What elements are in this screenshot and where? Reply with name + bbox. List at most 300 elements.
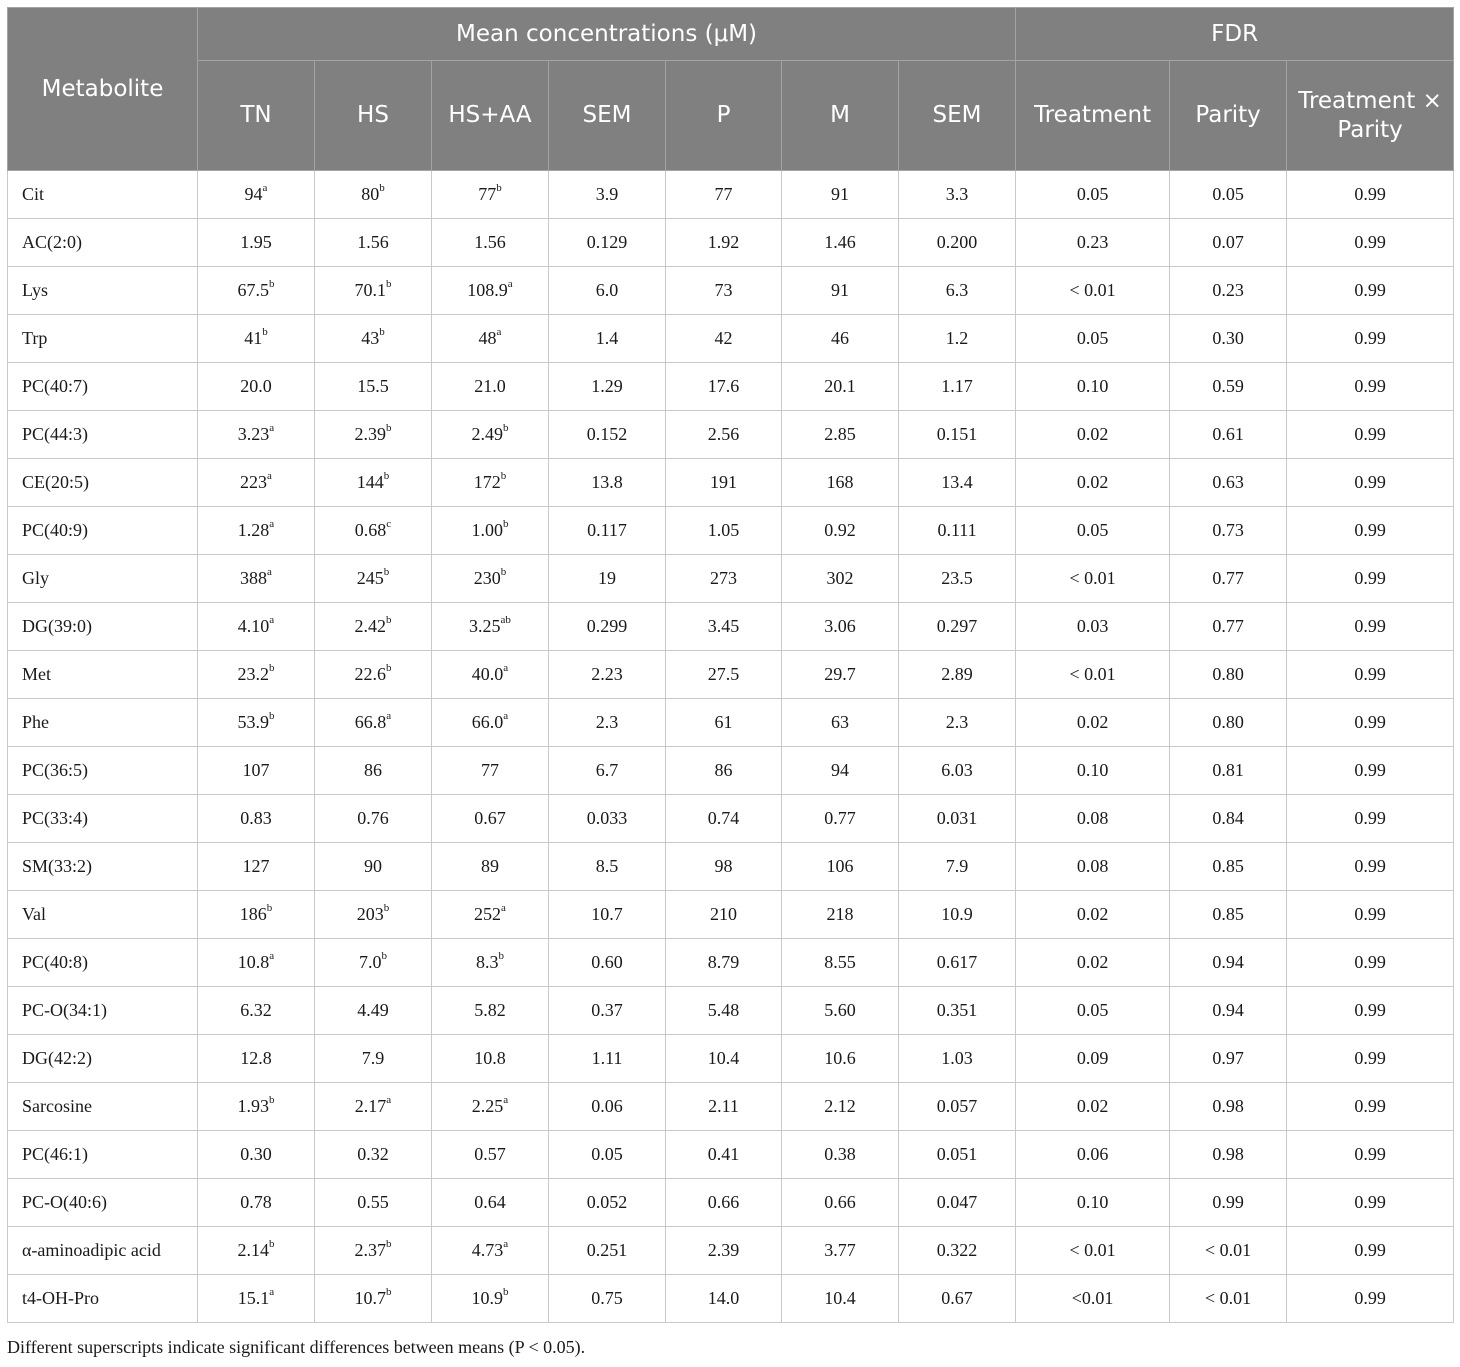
- cell-value: 127: [242, 856, 270, 876]
- cell-value: 13.4: [941, 472, 973, 492]
- value-cell: [315, 219, 432, 267]
- significance-superscript: a: [503, 1094, 509, 1106]
- cell-value: 273: [710, 568, 737, 588]
- cell-value: 0.117: [587, 520, 627, 540]
- significance-superscript: a: [262, 182, 268, 194]
- cell-value: 0.77: [824, 808, 856, 828]
- value-cell: [1170, 459, 1287, 507]
- significance-superscript: b: [386, 614, 392, 626]
- value-cell: [1016, 843, 1170, 891]
- value-cell: [315, 555, 432, 603]
- value-cell: [1287, 1131, 1454, 1179]
- value-cell: [1016, 939, 1170, 987]
- value-cell: [1287, 795, 1454, 843]
- cell-value: 0.99: [1354, 904, 1386, 924]
- value-cell: [1016, 699, 1170, 747]
- value-cell: [432, 795, 549, 843]
- value-cell: [1287, 891, 1454, 939]
- cell-value: 40.0: [471, 664, 504, 684]
- cell-value: 0.05: [1076, 1000, 1109, 1020]
- cell-value: 0.32: [357, 1144, 389, 1164]
- value-cell: [432, 459, 549, 507]
- cell-value: 10.6: [824, 1048, 856, 1068]
- value-cell: [432, 315, 549, 363]
- value-cell: [198, 795, 315, 843]
- value-cell: [549, 1131, 666, 1179]
- cell-value: < 0.01: [1069, 1240, 1116, 1260]
- value-cell: [432, 747, 549, 795]
- cell-value: 0.84: [1212, 808, 1244, 828]
- cell-value: 0.99: [1354, 856, 1386, 876]
- cell-value: 210: [710, 904, 737, 924]
- value-cell: [315, 1179, 432, 1227]
- value-cell: [1016, 267, 1170, 315]
- cell-value: 0.57: [474, 1144, 506, 1164]
- cell-value: 168: [826, 472, 854, 492]
- cell-value: 245: [356, 568, 384, 588]
- value-cell: [1170, 1035, 1287, 1083]
- cell-value: 0.68: [354, 520, 387, 540]
- value-cell: [666, 891, 782, 939]
- cell-value: 0.10: [1076, 1192, 1109, 1212]
- value-cell: [899, 315, 1016, 363]
- value-cell: [549, 555, 666, 603]
- value-cell: [549, 747, 666, 795]
- cell-value: 10.4: [707, 1048, 740, 1068]
- value-cell: [198, 1131, 315, 1179]
- value-cell: [899, 1179, 1016, 1227]
- value-cell: [899, 1035, 1016, 1083]
- cell-value: 0.02: [1076, 472, 1109, 492]
- value-cell: [782, 267, 899, 315]
- value-cell: [899, 603, 1016, 651]
- metabolite-name-cell: AC(2:0): [8, 219, 198, 267]
- value-cell: [432, 843, 549, 891]
- cell-value: 17.6: [707, 376, 740, 396]
- cell-value: 2.42: [354, 616, 386, 636]
- cell-value: 0.99: [1354, 328, 1386, 348]
- table-row: [8, 1035, 1454, 1083]
- cell-value: 0.81: [1212, 760, 1244, 780]
- cell-value: 0.76: [357, 808, 389, 828]
- cell-value: 0.23: [1212, 280, 1244, 300]
- value-cell: [782, 315, 899, 363]
- value-cell: [782, 651, 899, 699]
- value-cell: [782, 1035, 899, 1083]
- cell-value: 0.99: [1354, 376, 1386, 396]
- value-cell: [198, 1275, 315, 1323]
- value-cell: [1016, 555, 1170, 603]
- significance-superscript: b: [503, 518, 509, 530]
- value-cell: [666, 363, 782, 411]
- value-cell: [315, 1275, 432, 1323]
- value-cell: [315, 843, 432, 891]
- cell-value: 218: [826, 904, 854, 924]
- value-cell: [1016, 1227, 1170, 1275]
- cell-value: 0.09: [1076, 1048, 1109, 1068]
- value-cell: [432, 651, 549, 699]
- value-cell: [666, 699, 782, 747]
- significance-superscript: b: [266, 902, 273, 914]
- value-cell: [1016, 987, 1170, 1035]
- significance-superscript: a: [269, 422, 275, 434]
- cell-value: 0.07: [1212, 232, 1244, 252]
- cell-value: 0.052: [586, 1192, 628, 1212]
- metabolite-name-cell: DG(39:0): [8, 603, 198, 651]
- cell-value: 7.9: [945, 856, 969, 876]
- value-cell: [666, 219, 782, 267]
- header-col-fdr-interaction: Treatment × Parity: [1287, 61, 1454, 171]
- cell-value: 8.3: [476, 952, 499, 972]
- value-cell: [1016, 219, 1170, 267]
- value-cell: [666, 795, 782, 843]
- cell-value: 0.80: [1212, 664, 1244, 684]
- significance-superscript: b: [503, 1286, 509, 1298]
- cell-value: 0.031: [936, 808, 978, 828]
- cell-value: 43: [361, 328, 380, 348]
- value-cell: [432, 219, 549, 267]
- significance-superscript: b: [269, 1094, 275, 1106]
- cell-value: 66.0: [471, 712, 504, 732]
- cell-value: 5.48: [707, 1000, 740, 1020]
- value-cell: [1016, 171, 1170, 219]
- value-cell: [782, 555, 899, 603]
- value-cell: [432, 555, 549, 603]
- significance-superscript: b: [383, 470, 390, 482]
- table-row: [8, 363, 1454, 411]
- value-cell: [899, 363, 1016, 411]
- value-cell: [432, 1227, 549, 1275]
- table-row: [8, 555, 1454, 603]
- cell-value: 1.95: [240, 232, 272, 252]
- value-cell: [1287, 411, 1454, 459]
- metabolite-name-cell: PC(40:8): [8, 939, 198, 987]
- cell-value: 8.55: [824, 952, 856, 972]
- value-cell: [899, 1227, 1016, 1275]
- cell-value: 0.99: [1354, 808, 1386, 828]
- cell-value: 107: [242, 760, 270, 780]
- table-row: [8, 315, 1454, 363]
- cell-value: 1.05: [707, 520, 740, 540]
- table-row: [8, 1227, 1454, 1275]
- cell-value: 10.7: [354, 1288, 386, 1308]
- cell-value: 0.64: [474, 1192, 506, 1212]
- cell-value: 0.322: [936, 1240, 978, 1260]
- significance-superscript: a: [269, 1286, 275, 1298]
- cell-value: 86: [364, 760, 382, 780]
- value-cell: [198, 267, 315, 315]
- value-cell: [198, 1035, 315, 1083]
- value-cell: [782, 699, 899, 747]
- cell-value: 0.10: [1076, 376, 1109, 396]
- value-cell: [666, 267, 782, 315]
- value-cell: [198, 315, 315, 363]
- cell-value: 0.63: [1212, 472, 1244, 492]
- table-row: [8, 267, 1454, 315]
- value-cell: [1016, 747, 1170, 795]
- significance-superscript: b: [386, 1286, 392, 1298]
- value-cell: [899, 555, 1016, 603]
- cell-value: 3.77: [824, 1240, 856, 1260]
- value-cell: [549, 1275, 666, 1323]
- cell-value: 0.98: [1212, 1096, 1244, 1116]
- cell-value: 0.05: [1076, 184, 1109, 204]
- value-cell: [1016, 507, 1170, 555]
- value-cell: [782, 1227, 899, 1275]
- value-cell: [549, 411, 666, 459]
- cell-value: < 0.01: [1069, 568, 1116, 588]
- cell-value: 0.37: [591, 1000, 623, 1020]
- cell-value: 0.99: [1354, 1240, 1386, 1260]
- value-cell: [1287, 1083, 1454, 1131]
- cell-value: 0.06: [1076, 1144, 1109, 1164]
- value-cell: [1287, 219, 1454, 267]
- value-cell: [782, 507, 899, 555]
- value-cell: [198, 555, 315, 603]
- significance-superscript: b: [386, 1238, 392, 1250]
- cell-value: < 0.01: [1069, 280, 1116, 300]
- cell-value: 53.9: [237, 712, 269, 732]
- cell-value: 223: [240, 472, 268, 492]
- table-row: [8, 507, 1454, 555]
- value-cell: [1170, 315, 1287, 363]
- cell-value: 0.30: [240, 1144, 272, 1164]
- cell-value: 5.60: [824, 1000, 856, 1020]
- significance-superscript: b: [269, 662, 275, 674]
- value-cell: [549, 315, 666, 363]
- value-cell: [782, 891, 899, 939]
- metabolite-name-cell: Trp: [8, 315, 198, 363]
- value-cell: [198, 219, 315, 267]
- cell-value: 3.25: [469, 616, 501, 636]
- cell-value: 0.057: [936, 1096, 978, 1116]
- cell-value: 0.02: [1076, 1096, 1109, 1116]
- value-cell: [899, 1131, 1016, 1179]
- cell-value: 0.047: [936, 1192, 978, 1212]
- cell-value: 1.29: [591, 376, 623, 396]
- cell-value: 0.200: [936, 232, 978, 252]
- value-cell: [549, 363, 666, 411]
- value-cell: [549, 267, 666, 315]
- value-cell: [198, 507, 315, 555]
- cell-value: 8.5: [595, 856, 619, 876]
- significance-superscript: b: [262, 326, 268, 338]
- metabolite-name-cell: PC(33:4): [8, 795, 198, 843]
- cell-value: 29.7: [824, 664, 856, 684]
- cell-value: 46: [831, 328, 849, 348]
- value-cell: [782, 459, 899, 507]
- cell-value: 15.1: [237, 1288, 270, 1308]
- table-row: [8, 219, 1454, 267]
- cell-value: 2.85: [824, 424, 856, 444]
- header-col-m: M: [782, 61, 899, 171]
- cell-value: 98: [714, 856, 733, 876]
- value-cell: [549, 651, 666, 699]
- cell-value: 89: [481, 856, 499, 876]
- cell-value: 172: [473, 472, 501, 492]
- cell-value: 0.73: [1212, 520, 1244, 540]
- cell-value: 2.89: [941, 664, 973, 684]
- value-cell: [666, 1275, 782, 1323]
- value-cell: [899, 939, 1016, 987]
- cell-value: 0.05: [1076, 328, 1109, 348]
- significance-superscript: a: [386, 1094, 392, 1106]
- cell-value: 67.5: [237, 280, 269, 300]
- value-cell: [1170, 411, 1287, 459]
- cell-value: 63: [831, 712, 849, 732]
- cell-value: 0.99: [1354, 1000, 1386, 1020]
- metabolite-name-cell: Lys: [8, 267, 198, 315]
- cell-value: 10.8: [474, 1048, 506, 1068]
- cell-value: 388: [240, 568, 268, 588]
- cell-value: 0.99: [1354, 568, 1386, 588]
- significance-superscript: a: [386, 710, 392, 722]
- table-row: [8, 459, 1454, 507]
- value-cell: [1170, 1275, 1287, 1323]
- value-cell: [1170, 363, 1287, 411]
- cell-value: 1.56: [474, 232, 506, 252]
- significance-superscript: b: [383, 902, 390, 914]
- value-cell: [899, 747, 1016, 795]
- value-cell: [315, 459, 432, 507]
- cell-value: 4.49: [357, 1000, 389, 1020]
- cell-value: 2.3: [945, 712, 969, 732]
- value-cell: [782, 843, 899, 891]
- value-cell: [1170, 1083, 1287, 1131]
- value-cell: [666, 459, 782, 507]
- cell-value: 6.32: [240, 1000, 272, 1020]
- value-cell: [549, 603, 666, 651]
- cell-value: 1.46: [824, 232, 856, 252]
- significance-superscript: b: [498, 950, 504, 962]
- value-cell: [549, 891, 666, 939]
- value-cell: [1287, 267, 1454, 315]
- table-row: [8, 891, 1454, 939]
- value-cell: [549, 507, 666, 555]
- value-cell: [1170, 891, 1287, 939]
- value-cell: [1287, 843, 1454, 891]
- cell-value: 0.06: [591, 1096, 623, 1116]
- value-cell: [198, 939, 315, 987]
- cell-value: 1.28: [237, 520, 270, 540]
- cell-value: 0.99: [1212, 1192, 1244, 1212]
- value-cell: [1016, 363, 1170, 411]
- cell-value: 0.99: [1354, 1048, 1386, 1068]
- cell-value: 2.39: [354, 424, 386, 444]
- table-row: [8, 1083, 1454, 1131]
- cell-value: 2.25: [471, 1096, 504, 1116]
- table-row: [8, 1275, 1454, 1323]
- cell-value: 0.351: [936, 1000, 978, 1020]
- value-cell: [432, 363, 549, 411]
- value-cell: [666, 603, 782, 651]
- metabolite-name-cell: SM(33:2): [8, 843, 198, 891]
- value-cell: [899, 699, 1016, 747]
- value-cell: [1287, 699, 1454, 747]
- table-row: [8, 1131, 1454, 1179]
- value-cell: [1287, 363, 1454, 411]
- value-cell: [782, 1275, 899, 1323]
- value-cell: [315, 603, 432, 651]
- value-cell: [666, 555, 782, 603]
- cell-value: 4.10: [237, 616, 270, 636]
- value-cell: [666, 1131, 782, 1179]
- value-cell: [315, 1227, 432, 1275]
- value-cell: [1170, 219, 1287, 267]
- significance-superscript: a: [269, 950, 275, 962]
- value-cell: [432, 1083, 549, 1131]
- cell-value: 0.99: [1354, 232, 1386, 252]
- cell-value: 0.83: [240, 808, 272, 828]
- value-cell: [899, 987, 1016, 1035]
- cell-value: < 0.01: [1205, 1240, 1252, 1260]
- cell-value: 23.5: [941, 568, 973, 588]
- value-cell: [1016, 795, 1170, 843]
- cell-value: 3.23: [237, 424, 270, 444]
- table-row: [8, 1179, 1454, 1227]
- cell-value: 0.75: [591, 1288, 623, 1308]
- table-row: [8, 171, 1454, 219]
- cell-value: 21.0: [474, 376, 506, 396]
- value-cell: [1287, 987, 1454, 1035]
- cell-value: 0.78: [240, 1192, 272, 1212]
- metabolite-name-cell: PC-O(40:6): [8, 1179, 198, 1227]
- significance-superscript: a: [267, 566, 272, 578]
- significance-superscript: b: [503, 422, 509, 434]
- value-cell: [782, 795, 899, 843]
- cell-value: 10.8: [237, 952, 270, 972]
- cell-value: 0.61: [1212, 424, 1244, 444]
- value-cell: [666, 1083, 782, 1131]
- value-cell: [198, 747, 315, 795]
- cell-value: 10.9: [471, 1288, 503, 1308]
- value-cell: [666, 171, 782, 219]
- value-cell: [1287, 603, 1454, 651]
- metabolite-name-cell: DG(42:2): [8, 1035, 198, 1083]
- value-cell: [432, 603, 549, 651]
- cell-value: 0.152: [586, 424, 628, 444]
- cell-value: 0.02: [1076, 952, 1109, 972]
- cell-value: 2.39: [707, 1240, 740, 1260]
- value-cell: [899, 795, 1016, 843]
- value-cell: [315, 507, 432, 555]
- cell-value: 91: [831, 184, 849, 204]
- header-col-hs-aa: HS+AA: [432, 61, 549, 171]
- cell-value: 1.93: [237, 1096, 269, 1116]
- value-cell: [666, 1035, 782, 1083]
- value-cell: [1016, 603, 1170, 651]
- cell-value: 19: [598, 568, 616, 588]
- header-metabolite: Metabolite: [8, 8, 198, 171]
- cell-value: 0.05: [1076, 520, 1109, 540]
- table-row: [8, 651, 1454, 699]
- value-cell: [549, 1179, 666, 1227]
- value-cell: [1170, 651, 1287, 699]
- header-fdr-group: FDR: [1016, 8, 1454, 61]
- value-cell: [198, 699, 315, 747]
- value-cell: [1016, 1275, 1170, 1323]
- cell-value: 6.7: [595, 760, 619, 780]
- value-cell: [782, 603, 899, 651]
- value-cell: [1016, 1131, 1170, 1179]
- significance-superscript: a: [269, 518, 275, 530]
- metabolite-name-cell: Sarcosine: [8, 1083, 198, 1131]
- value-cell: [1170, 507, 1287, 555]
- cell-value: 2.49: [471, 424, 503, 444]
- value-cell: [1170, 795, 1287, 843]
- cell-value: 0.41: [707, 1144, 740, 1164]
- significance-superscript: a: [269, 614, 275, 626]
